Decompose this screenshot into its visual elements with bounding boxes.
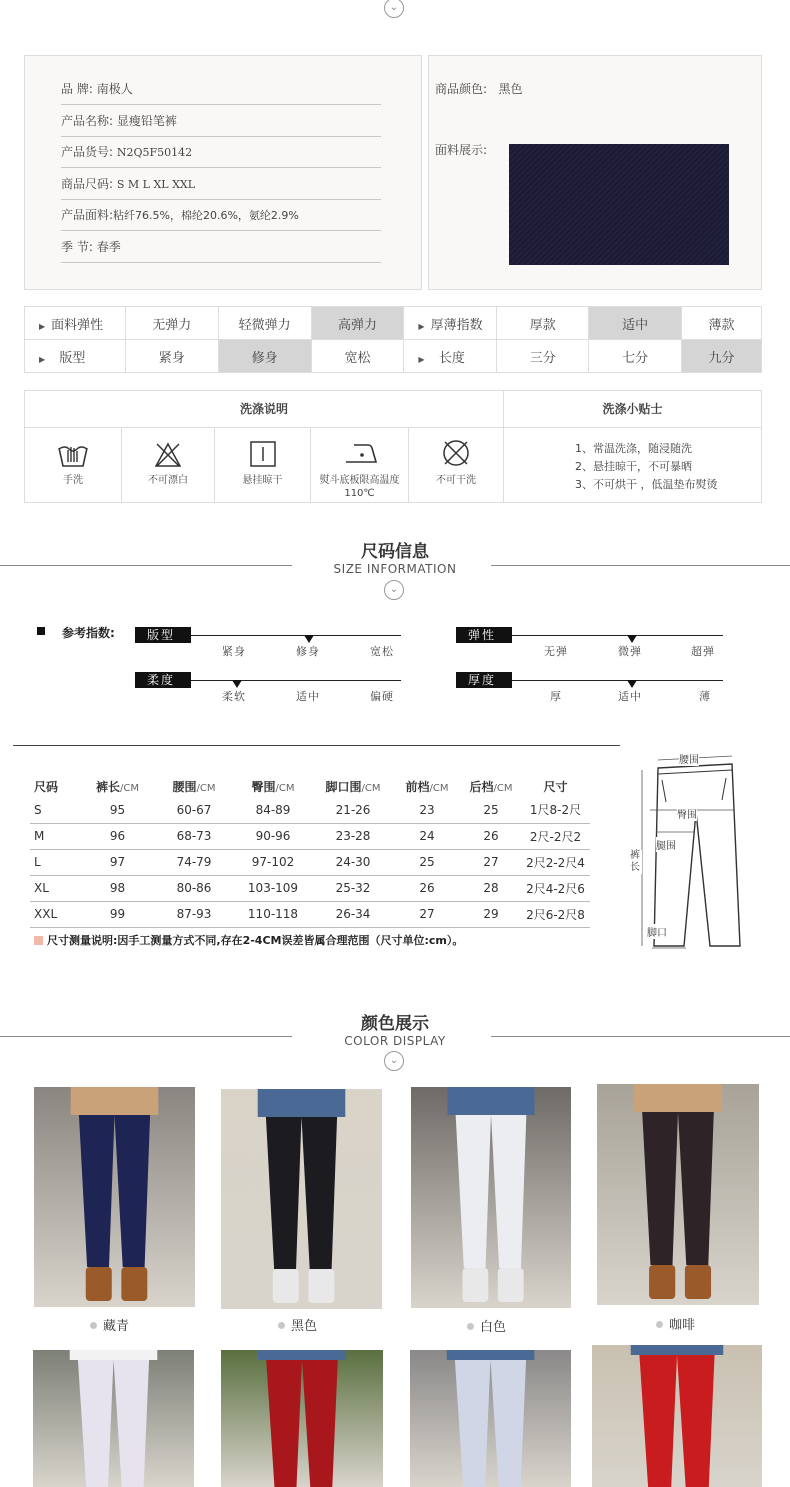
wash-label: 不可干洗 <box>436 475 476 486</box>
wash-tip: 2、悬挂晾干，不可暴晒 <box>575 460 692 473</box>
hang-dry-icon <box>249 440 277 468</box>
col-header: 腰围/CM <box>172 779 216 794</box>
wash-label: 悬挂晾干 <box>242 475 283 486</box>
col-header: 脚口围/CM <box>325 779 381 794</box>
size-cell: 84-89 <box>233 797 313 823</box>
divider <box>13 745 620 746</box>
wash-item <box>25 428 122 503</box>
model-figure <box>411 1087 571 1308</box>
size-cell: 27 <box>393 901 461 927</box>
color-photo <box>592 1345 762 1487</box>
size-cell: 110-118 <box>233 901 313 927</box>
scale-marker <box>232 680 242 688</box>
attr-option: 无弹力 <box>125 307 218 340</box>
model-figure <box>221 1089 382 1309</box>
size-cell: 26-34 <box>313 901 393 927</box>
attr-head: ▶ 长度 <box>404 340 497 373</box>
size-cell: 103-109 <box>233 875 313 901</box>
scale-label: 柔软 <box>222 690 246 703</box>
diagram-label-waist: 腰围 <box>679 751 699 766</box>
scale-tag: 柔度 <box>135 672 191 688</box>
size-cell: 24 <box>393 823 461 849</box>
wash-label: 不可漂白 <box>148 475 188 486</box>
size-cell: 24-30 <box>313 849 393 875</box>
scale-label: 宽松 <box>370 645 394 658</box>
color-caption <box>467 1316 506 1335</box>
size-cell: 27 <box>461 849 521 875</box>
scale-label: 适中 <box>618 690 642 703</box>
product-color-panel <box>428 55 762 290</box>
size-cell: 97 <box>80 849 155 875</box>
scale-marker <box>304 635 314 643</box>
scale-line <box>191 635 401 636</box>
diagram-label-thigh: 腿围 <box>656 837 676 852</box>
washing-title: 洗涤说明 <box>25 391 504 428</box>
color-name: 白色 <box>480 1320 507 1335</box>
model-figure <box>34 1087 195 1307</box>
color-photo <box>597 1084 759 1305</box>
scale-line <box>512 680 723 681</box>
size-cell: 87-93 <box>155 901 233 927</box>
bullet-square <box>37 627 45 635</box>
size-cell: 90-96 <box>233 823 313 849</box>
size-cell: 74-79 <box>155 849 233 875</box>
size-cell: 25-32 <box>313 875 393 901</box>
scale-label: 微弹 <box>618 645 642 658</box>
hand-wash-icon <box>57 440 89 468</box>
model-figure <box>410 1350 571 1487</box>
attr-option: 紧身 <box>125 340 218 373</box>
info-sizes: 商品尺码: S M L XL XXL <box>61 169 381 200</box>
size-cell: 23 <box>393 797 461 823</box>
attr-row <box>25 340 762 373</box>
color-name: 黑色 <box>291 1319 318 1334</box>
size-cell: 23-28 <box>313 823 393 849</box>
col-header: 前档/CM <box>405 779 449 794</box>
wash-item <box>215 428 311 503</box>
col-header: 臀围/CM <box>251 779 295 794</box>
size-cell: 98 <box>80 875 155 901</box>
size-cell: 26 <box>393 875 461 901</box>
size-cell: L <box>30 849 80 875</box>
attr-head: ▶ 厚薄指数 <box>404 307 497 340</box>
note-bullet <box>34 936 43 945</box>
info-season: 季 节: 春季 <box>61 232 381 263</box>
no-dry-clean-icon <box>441 438 471 468</box>
scale-label: 紧身 <box>222 645 246 658</box>
attr-option-selected: 高弹力 <box>311 307 404 340</box>
size-title-cn: 尺码信息 <box>361 542 429 562</box>
attr-option: 七分 <box>589 340 682 373</box>
attr-head: ▶ 面料弹性 <box>25 307 126 340</box>
size-row <box>30 901 590 927</box>
size-cell: 25 <box>461 797 521 823</box>
color-photo <box>410 1350 571 1487</box>
size-cell: 25 <box>393 849 461 875</box>
color-title-en: COLOR DISPLAY <box>344 1034 446 1048</box>
color-photo <box>221 1089 382 1309</box>
attr-option: 宽松 <box>311 340 404 373</box>
scale-label: 适中 <box>296 690 320 703</box>
scale-label: 无弹 <box>544 645 568 658</box>
scale-label: 偏硬 <box>370 690 394 703</box>
info-sku: 产品货号: N2Q5F50142 <box>61 137 381 168</box>
attr-option-selected: 适中 <box>589 307 682 340</box>
scale-tag: 版型 <box>135 627 191 643</box>
model-figure <box>597 1084 759 1305</box>
col-header: 尺寸 <box>543 779 568 794</box>
product-info-panel <box>24 55 422 290</box>
scale-line <box>191 680 401 681</box>
diagram-label-hem: 脚口 <box>647 924 667 939</box>
scale-label: 修身 <box>296 645 320 658</box>
size-title-en: SIZE INFORMATION <box>333 562 457 576</box>
chevron-down-icon: ⌄ <box>384 580 404 600</box>
size-cell: 68-73 <box>155 823 233 849</box>
color-section-title <box>0 1009 790 1048</box>
size-cell: 21-26 <box>313 797 393 823</box>
attr-row <box>25 307 762 340</box>
attr-option: 三分 <box>497 340 589 373</box>
attribute-table <box>24 306 762 373</box>
scale-label: 超弹 <box>691 645 715 658</box>
iron-icon <box>344 442 378 464</box>
size-note: 尺寸测量说明:因手工测量方式不同,存在2-4CM误差皆属合理范围（尺寸单位:cm）。 <box>34 932 463 948</box>
wash-item <box>409 428 504 503</box>
col-header: 裤长/CM <box>96 779 139 794</box>
col-header: 尺码 <box>34 779 59 794</box>
caption-dot <box>656 1321 663 1328</box>
size-cell: 1尺8-2尺 <box>521 797 590 823</box>
fabric-show-label: 面料展示: <box>435 143 488 157</box>
wash-label: 熨斗底板限高温度110℃ <box>319 475 400 499</box>
attr-option-selected: 九分 <box>682 340 762 373</box>
scale-tag: 弹性 <box>456 627 512 643</box>
size-cell: XXL <box>30 901 80 927</box>
scale-line <box>512 635 723 636</box>
size-cell: 96 <box>80 823 155 849</box>
caption-dot <box>90 1322 97 1329</box>
washing-tips <box>575 440 718 494</box>
color-name: 藏青 <box>103 1319 130 1334</box>
scale-marker <box>627 635 637 643</box>
scale-label: 厚 <box>550 690 562 703</box>
size-cell: S <box>30 797 80 823</box>
size-table <box>30 775 590 928</box>
color-caption <box>90 1315 129 1334</box>
size-section-title <box>0 537 790 576</box>
diagram-label-hip: 臀围 <box>677 806 697 821</box>
attr-option: 厚款 <box>497 307 589 340</box>
size-cell: 28 <box>461 875 521 901</box>
model-figure <box>592 1345 762 1487</box>
scale-marker <box>627 680 637 688</box>
size-cell: 2尺4-2尺6 <box>521 875 590 901</box>
color-caption <box>656 1314 695 1333</box>
color-photo <box>33 1350 194 1487</box>
attr-head: ▶ 版型 <box>25 340 126 373</box>
size-cell: 97-102 <box>233 849 313 875</box>
color-row: 商品颜色: 黑色 <box>435 82 523 96</box>
chevron-down-icon: ⌄ <box>384 0 404 18</box>
wash-label: 手洗 <box>63 475 83 486</box>
caption-dot <box>278 1322 285 1329</box>
size-cell: 2尺-2尺2 <box>521 823 590 849</box>
wash-tip: 3、不可烘干 ，低温垫布熨烫 <box>575 478 718 491</box>
attr-option: 薄款 <box>682 307 762 340</box>
size-cell: 99 <box>80 901 155 927</box>
color-title-cn: 颜色展示 <box>361 1014 429 1034</box>
wash-item <box>311 428 409 503</box>
fabric-swatch <box>509 144 729 265</box>
attr-option: 轻微弹力 <box>218 307 311 340</box>
info-brand: 品 牌: 南极人 <box>61 74 381 105</box>
washing-instructions <box>24 390 762 503</box>
info-fabric: 产品面料:粘纤76.5%，棉纶20.6%，氨纶2.9% <box>61 200 381 231</box>
scale-label: 薄 <box>699 690 711 703</box>
size-table-header <box>30 775 590 797</box>
chevron-down-icon: ⌄ <box>384 1051 404 1071</box>
size-row <box>30 797 590 823</box>
size-cell: 2尺6-2尺8 <box>521 901 590 927</box>
size-cell: XL <box>30 875 80 901</box>
color-photo <box>221 1350 383 1487</box>
no-bleach-icon <box>154 442 182 468</box>
size-cell: 80-86 <box>155 875 233 901</box>
pants-measurement-diagram <box>628 750 748 955</box>
color-caption <box>278 1315 317 1334</box>
size-cell: M <box>30 823 80 849</box>
scale-tag: 厚度 <box>456 672 512 688</box>
size-cell: 95 <box>80 797 155 823</box>
model-figure <box>221 1350 383 1487</box>
info-name: 产品名称: 显瘦铅笔裤 <box>61 106 381 137</box>
color-photo <box>34 1087 195 1307</box>
size-cell: 60-67 <box>155 797 233 823</box>
size-cell: 26 <box>461 823 521 849</box>
wash-tip: 1、常温洗涤，随浸随洗 <box>575 442 692 455</box>
size-cell: 29 <box>461 901 521 927</box>
attr-option-selected: 修身 <box>218 340 311 373</box>
color-photo <box>411 1087 571 1308</box>
washing-tips-title: 洗涤小贴士 <box>504 391 761 428</box>
size-cell: 2尺2-2尺4 <box>521 849 590 875</box>
size-row <box>30 823 590 849</box>
size-row <box>30 849 590 875</box>
model-figure <box>33 1350 194 1487</box>
wash-item <box>122 428 215 503</box>
size-row <box>30 875 590 901</box>
caption-dot <box>467 1323 474 1330</box>
ref-index-label: 参考指数: <box>62 626 115 640</box>
color-name: 咖啡 <box>669 1318 696 1333</box>
diagram-label-length: 裤长 <box>630 850 640 873</box>
col-header: 后档/CM <box>469 779 513 794</box>
